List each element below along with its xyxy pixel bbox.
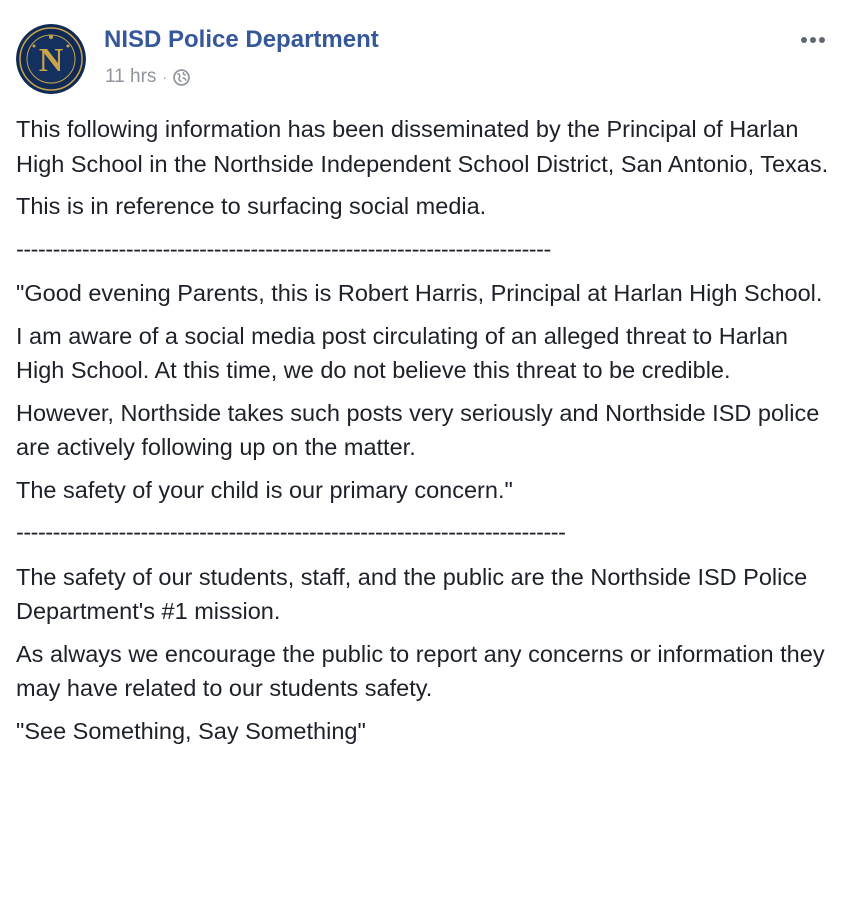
post-paragraph: The safety of our students, staff, and the public are the Northside ISD Police Department's #1 mission.: [16, 563, 808, 624]
post-body: [16, 112, 836, 756]
svg-text:N: N: [38, 42, 64, 79]
post-paragraph: As always we encourage the public to report any concerns or information they may have related to our students safety.: [16, 640, 825, 701]
post-timestamp[interactable]: 11 hrs: [105, 66, 157, 87]
post-paragraph: "See Something, Say Something": [16, 717, 366, 744]
page-avatar[interactable]: [16, 24, 86, 94]
meta-separator: ·: [162, 69, 168, 85]
post-paragraph: I am aware of a social media post circulating of an alleged threat to Harlan High School. At this time, we do not believe this threat to be credible.: [16, 322, 789, 383]
post-paragraph: This following information has been disseminated by the Principal of Harlan High School in the Northside Independent School District, San Antonio, Texas.: [16, 116, 829, 177]
text-divider: ---------------------------------------------------------------------------: [16, 519, 566, 545]
globe-icon[interactable]: [173, 69, 190, 86]
post-header: [16, 24, 846, 96]
police-badge-logo: [16, 24, 86, 94]
post-paragraph: The safety of your child is our primary concern.": [16, 476, 513, 503]
text-divider: -------------------------------------------------------------------------: [16, 235, 551, 262]
more-options-icon[interactable]: [796, 28, 830, 52]
post-paragraph: "Good evening Parents, this is Robert Harris, Principal at Harlan High School.: [16, 280, 823, 306]
post-paragraph: However, Northside takes such posts very seriously and Northside ISD police are actively following up on the matter.: [16, 399, 820, 460]
post-paragraph: This is in reference to surfacing social media.: [16, 193, 487, 219]
post-meta: [105, 66, 190, 88]
page-name-link[interactable]: NISD Police Department: [104, 26, 379, 53]
